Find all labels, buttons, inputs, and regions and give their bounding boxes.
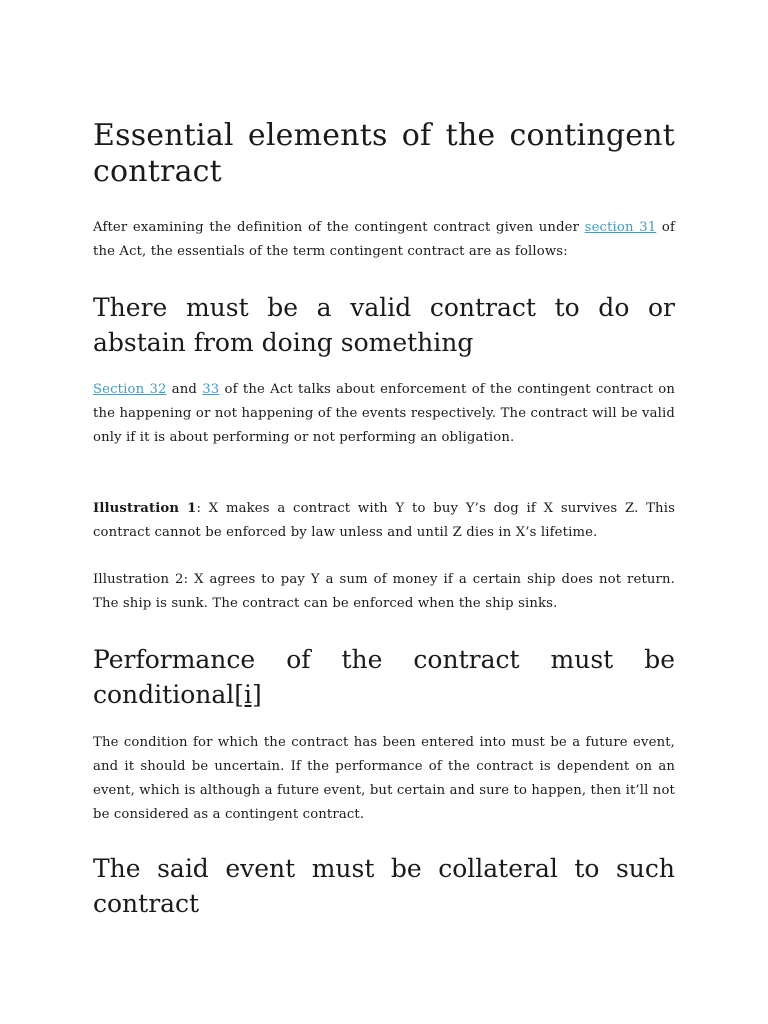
intro-text-before: After examining the definition of the contingent contract given under (93, 220, 585, 235)
section1-and-text: and (166, 382, 203, 397)
intro-text-after: of the Act, the essentials of the term contingent contract are as follows: (93, 220, 675, 259)
footnote-link[interactable]: [i] (234, 680, 262, 709)
illustration-1 (93, 497, 675, 545)
illustration-1-text: : X makes a contract with Y to buy Y’s dog if X survives Z. This contract cannot be enforced by law unless and until Z dies in X’s lifetime. (93, 501, 675, 540)
section2-paragraph: The condition for which the contract has been entered into must be a future event, and it should be uncertain. If the performance of the contract is dependent on an event, which is although a future event, but certain and sure to happen, then it’ll not be considered as a contingent contract. (93, 735, 675, 822)
page-title: Essential elements of the contingent contract (93, 118, 675, 189)
section3-heading: The said event must be collateral to such contract (93, 854, 675, 918)
intro-paragraph (93, 216, 675, 264)
section-31-link[interactable]: section 31 (584, 220, 657, 235)
section1-paragraph-text: of the Act talks about enforcement of the contingent contract on the happening or not happening of the events respectively. The contract will be valid only if it is about performing or not performing an obligation. (93, 382, 675, 445)
section-33-link[interactable]: 33 (202, 382, 220, 397)
illustration-1-label: Illustration 1 (93, 501, 197, 516)
section-32-link[interactable]: Section 32 (93, 382, 167, 397)
illustration-2: Illustration 2: X agrees to pay Y a sum of money if a certain ship does not return. The ship is sunk. The contract can be enforced when the ship sinks. (93, 572, 675, 611)
section1-paragraph (93, 378, 675, 450)
section2-heading-text: Performance of the contract must be conditional (93, 645, 675, 709)
section1-heading: There must be a valid contract to do or abstain from doing something (93, 293, 675, 357)
section2-heading (93, 642, 675, 712)
